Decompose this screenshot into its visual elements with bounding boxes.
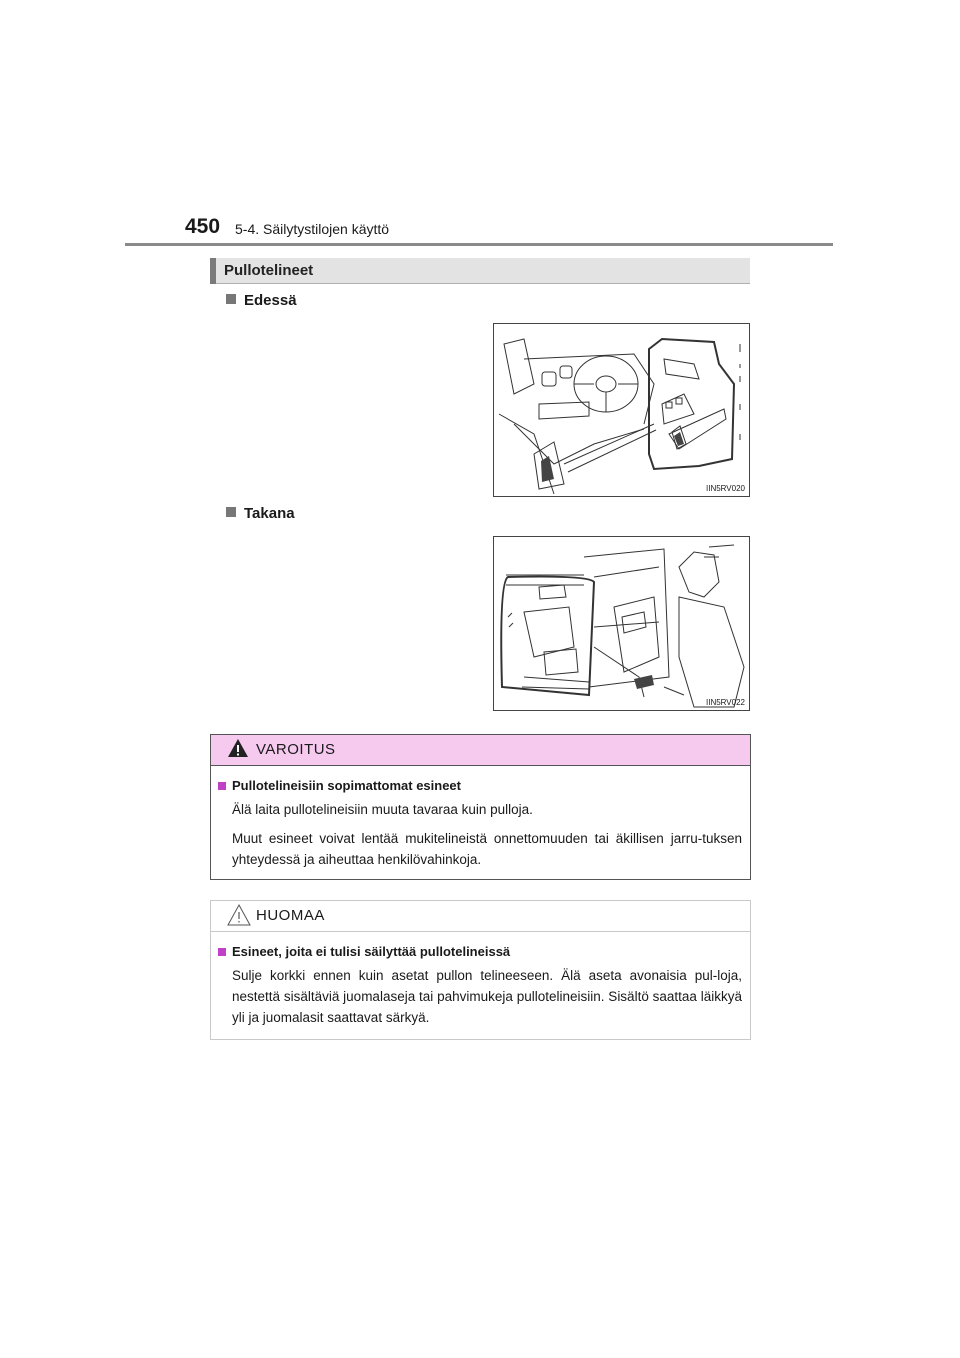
notice-header — [211, 901, 750, 932]
figure-code-rear: IIN5RV022 — [706, 698, 745, 707]
notice-box — [210, 900, 751, 1040]
figure-code-front: IIN5RV020 — [706, 484, 745, 493]
subheading-front — [226, 292, 297, 309]
warning-paragraph: Muut esineet voivat lentää mukitelineistä onnettomuuden tai äkillisen jarru-tuksen yhteydessä ja aiheuttaa henkilövahinkoja. — [232, 831, 742, 867]
section-title: Pullotelineet — [224, 262, 314, 279]
section-accent — [210, 258, 216, 284]
warning-paragraph: Älä laita pullotelineisiin muuta tavaraa kuin pulloja. — [232, 802, 533, 817]
square-bullet-icon — [226, 294, 236, 304]
notice-item-title-text: Esineet, joita ei tulisi säilyttää pullotelineissä — [232, 944, 511, 959]
warning-item-title-text: Pullotelineisiin sopimattomat esineet — [232, 778, 461, 793]
subheading-front-label: Edessä — [244, 292, 297, 309]
caution-triangle-icon — [227, 903, 251, 927]
magenta-square-bullet-icon — [218, 948, 226, 956]
notice-label: HUOMAA — [256, 907, 325, 924]
warning-header — [211, 735, 750, 766]
rear-door-illustration — [494, 537, 749, 710]
chapter-title: 5-4. Säilytystilojen käyttö — [235, 221, 390, 237]
figure-front-bottle-holder — [493, 323, 750, 497]
notice-paragraph: Sulje korkki ennen kuin asetat pullon telineeseen. Älä aseta avonaisia pul-loja, nestettä sisältäviä juomalaseja tai pahvimukeja pullotelineisiin. Sisältö saattaa läikkyä yli ja juomalasit saattavat särkyä. — [232, 968, 742, 1025]
warning-triangle-icon — [227, 737, 249, 759]
warning-item-title — [218, 778, 750, 793]
page-number: 450 — [185, 215, 221, 238]
magenta-square-bullet-icon — [218, 782, 226, 790]
notice-item-title — [218, 944, 750, 959]
header-rule — [125, 243, 833, 246]
warning-label: VAROITUS — [256, 741, 336, 758]
warning-box — [210, 734, 751, 880]
section-heading — [210, 258, 750, 284]
subheading-rear — [226, 505, 295, 522]
subheading-rear-label: Takana — [244, 505, 295, 522]
figure-rear-bottle-holder — [493, 536, 750, 711]
square-bullet-icon — [226, 507, 236, 517]
front-door-illustration — [494, 324, 749, 496]
